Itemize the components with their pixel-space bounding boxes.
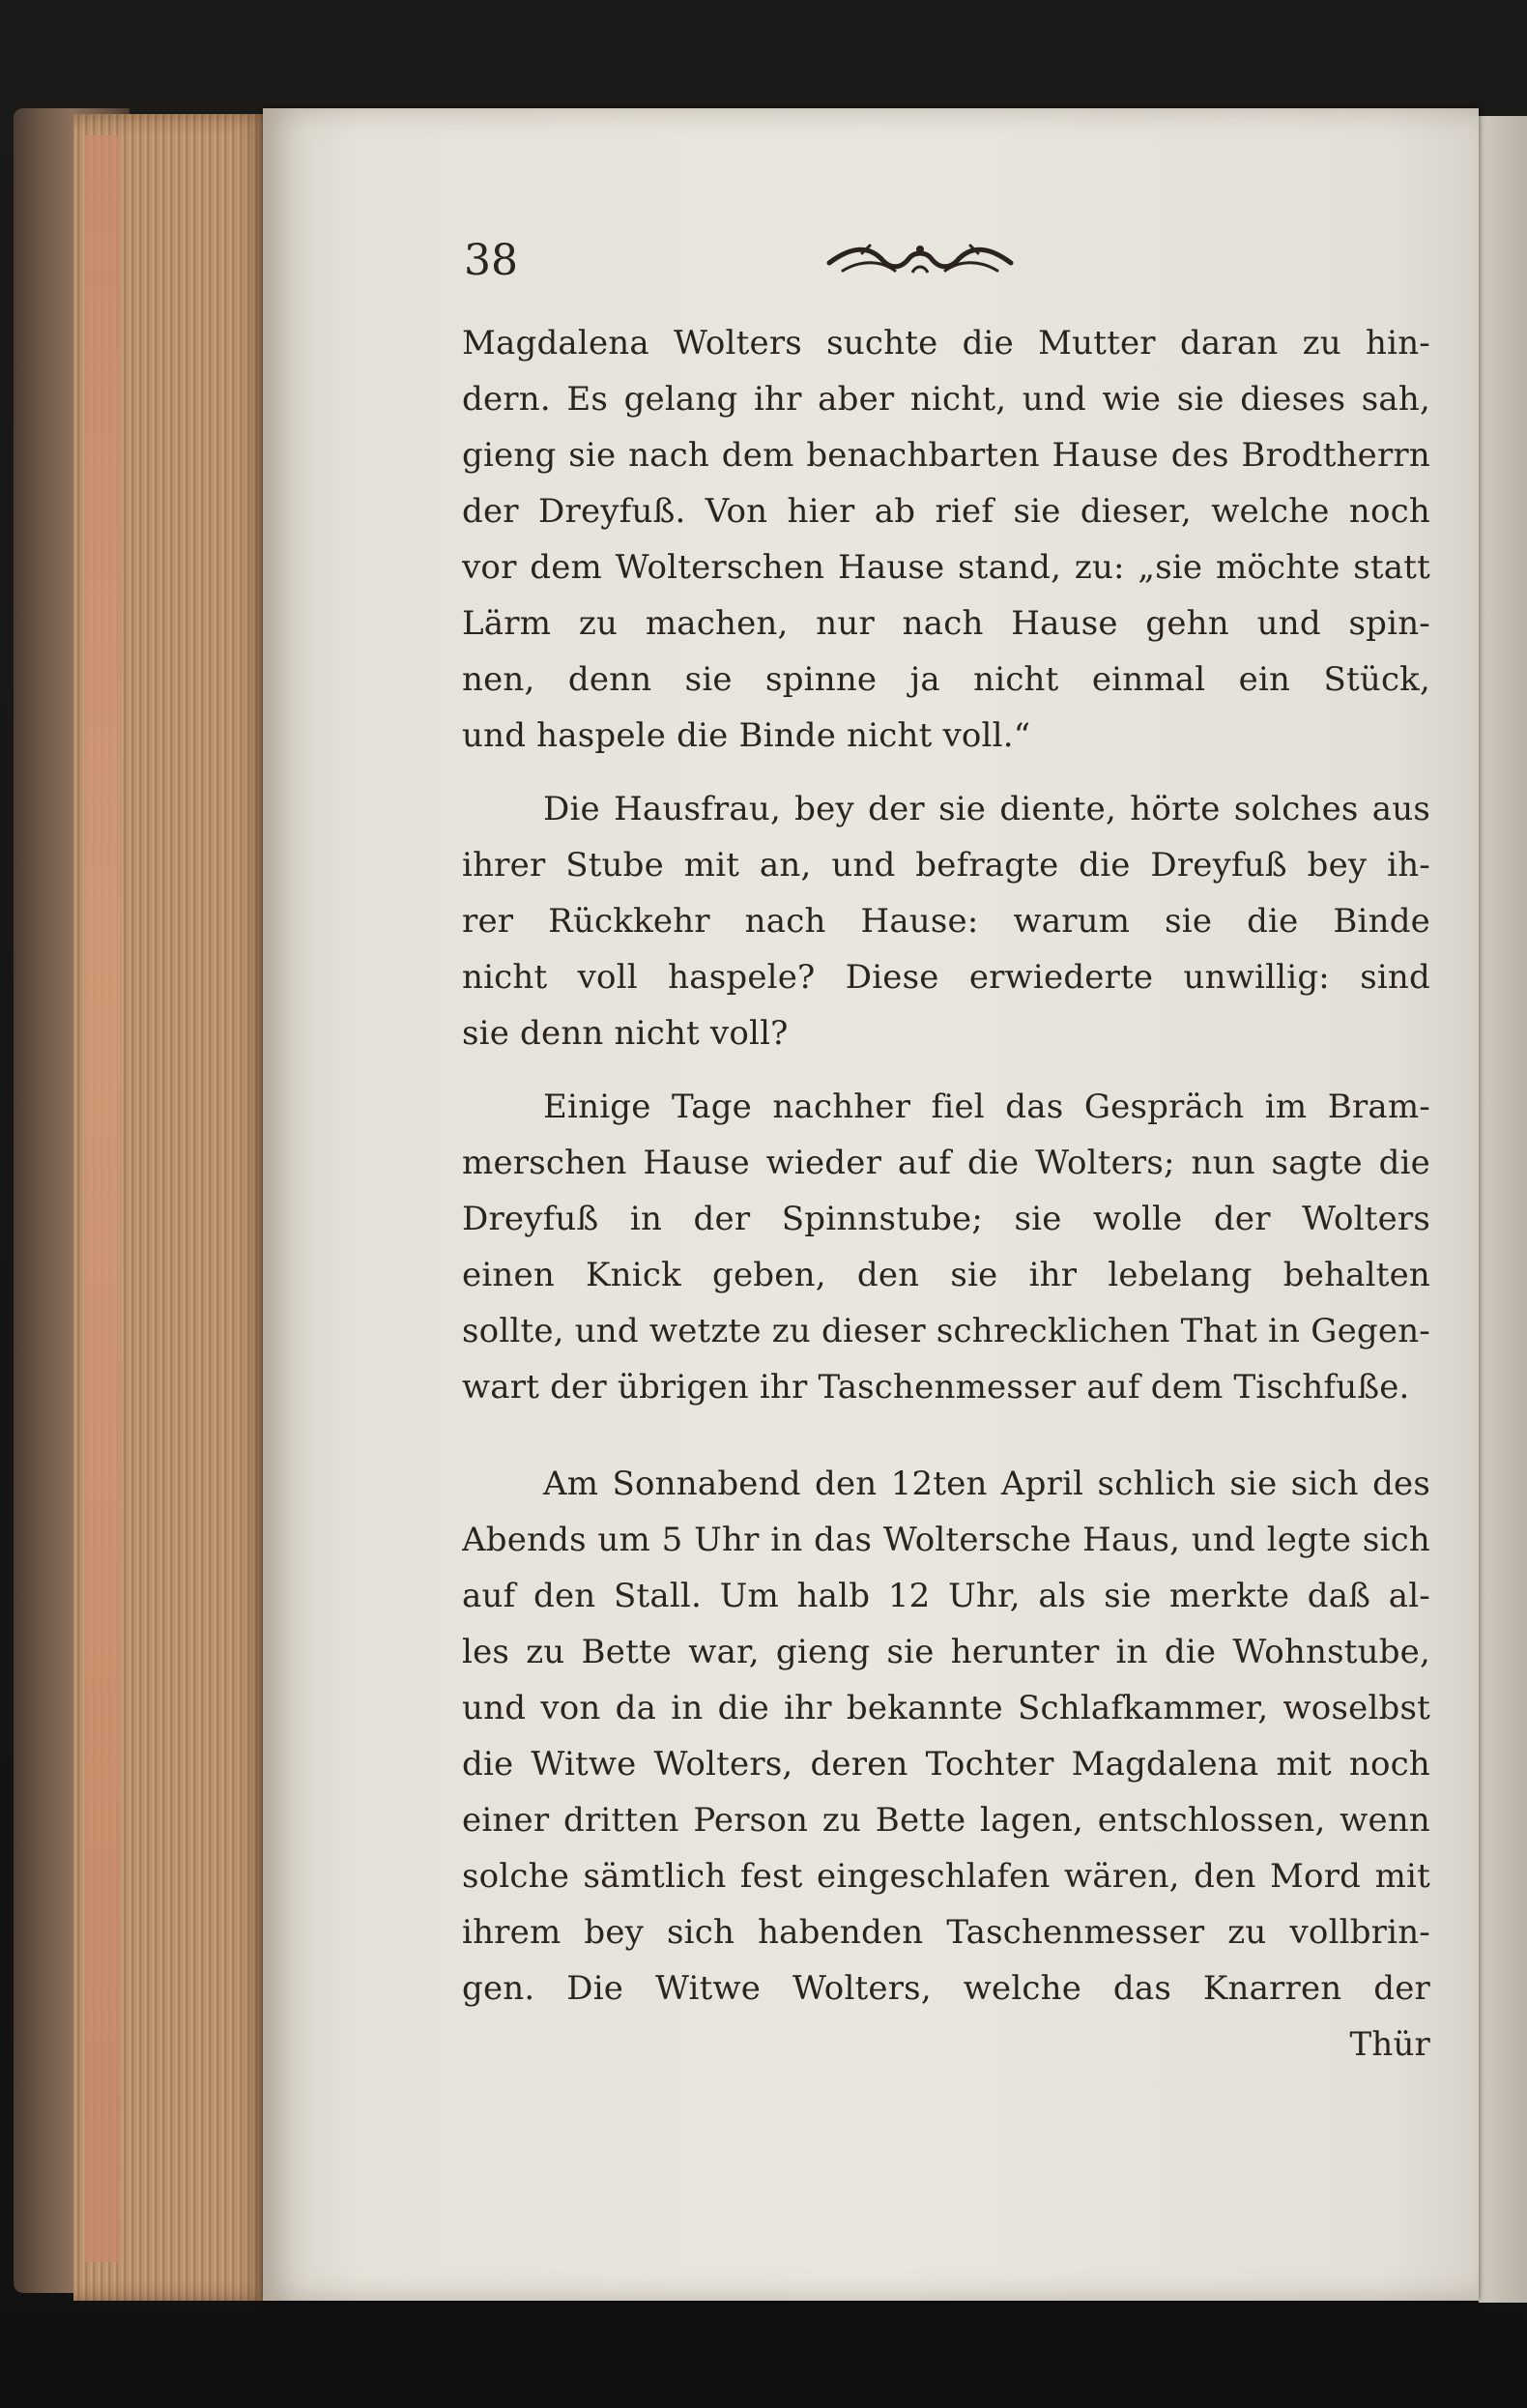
- text-line: nen, denn sie spinne ja nicht einmal ein Stück,: [462, 660, 1430, 699]
- text-line: ihrer Stube mit an, und befragte die Dreyfuß bey ih-: [462, 846, 1430, 885]
- paragraph: [462, 315, 1430, 764]
- paragraph-gap: [462, 764, 1430, 781]
- text-line: und haspele die Binde nicht voll.“: [462, 716, 1031, 755]
- page-number: 38: [464, 236, 518, 285]
- text-line: les zu Bette war, gieng sie herunter in die Wohnstube,: [462, 1633, 1430, 1671]
- text-line: ihrem bey sich habenden Taschenmesser zu vollbrin-: [462, 1913, 1430, 1952]
- text-line: Lärm zu machen, nur nach Hause gehn und spin-: [462, 604, 1430, 643]
- text-line: einen Knick geben, den sie ihr lebelang behalten: [462, 1256, 1430, 1294]
- next-page-edge: [1479, 116, 1527, 2303]
- text-line: Am Sonnabend den 12ten April schlich sie sich des: [543, 1465, 1430, 1503]
- text-line: gieng sie nach dem benachbarten Hause des Brodtherrn: [462, 436, 1430, 475]
- text-line: sie denn nicht voll?: [462, 1014, 789, 1053]
- text-line: nicht voll haspele? Diese erwiederte unwillig: sind: [462, 958, 1430, 997]
- fleuron-ornament-icon: [823, 234, 1017, 288]
- text-line: Dreyfuß in der Spinnstube; sie wolle der Wolters: [462, 1200, 1430, 1238]
- text-line: vor dem Wolterschen Hause stand, zu: „sie möchte statt: [462, 548, 1430, 587]
- text-line: Einige Tage nachher fiel das Gespräch im Bram-: [543, 1088, 1430, 1126]
- text-line: merschen Hause wieder auf die Wolters; nun sagte die: [462, 1144, 1430, 1182]
- paragraph: [462, 1456, 1430, 2016]
- text-line: der Dreyfuß. Von hier ab rief sie dieser, welche noch: [462, 492, 1430, 531]
- text-line: Abends um 5 Uhr in das Woltersche Haus, und legte sich: [462, 1521, 1430, 1559]
- text-line: die Witwe Wolters, deren Tochter Magdalena mit noch: [462, 1745, 1430, 1784]
- text-line: solche sämtlich fest eingeschlafen wären, den Mord mit: [462, 1857, 1430, 1896]
- paragraph-gap: [462, 1415, 1430, 1456]
- page-text: [462, 315, 1430, 2073]
- paragraph: [462, 781, 1430, 1061]
- catchword: Thür: [1349, 2025, 1430, 2064]
- text-line: Magdalena Wolters suchte die Mutter daran zu hin-: [462, 324, 1430, 363]
- text-line: und von da in die ihr bekannte Schlafkammer, woselbst: [462, 1689, 1430, 1727]
- text-line: sollte, und wetzte zu dieser schrecklichen That in Gegen-: [462, 1312, 1430, 1350]
- paragraph-gap: [462, 1061, 1430, 1079]
- text-line: Die Hausfrau, bey der sie diente, hörte solches aus: [543, 790, 1430, 828]
- page-edge-stain: [85, 135, 120, 2262]
- text-line: wart der übrigen ihr Taschenmesser auf dem Tischfuße.: [462, 1368, 1410, 1407]
- text-line: einer dritten Person zu Bette lagen, entschlossen, wenn: [462, 1801, 1430, 1840]
- text-line: auf den Stall. Um halb 12 Uhr, als sie merkte daß al-: [462, 1577, 1430, 1615]
- page-header: [464, 228, 1440, 296]
- text-line: dern. Es gelang ihr aber nicht, und wie sie dieses sah,: [462, 380, 1430, 419]
- text-line: gen. Die Witwe Wolters, welche das Knarren der: [462, 1969, 1430, 2008]
- paragraph: [462, 1079, 1430, 1415]
- text-line: rer Rückkehr nach Hause: warum sie die Binde: [462, 902, 1430, 941]
